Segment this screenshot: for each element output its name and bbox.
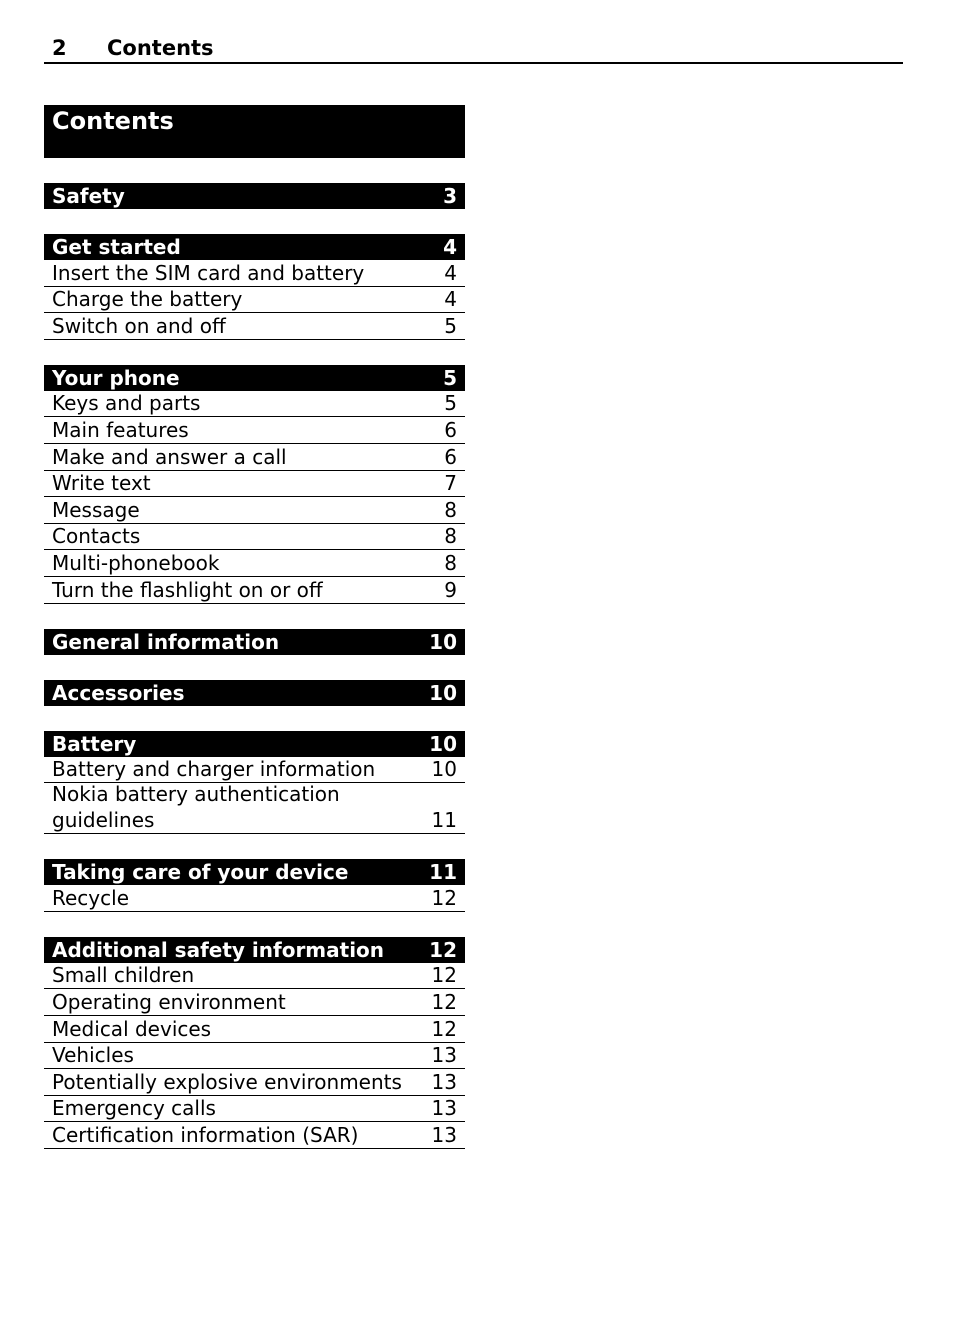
table-of-contents xyxy=(44,105,465,1149)
section-page-number: 10 xyxy=(429,731,457,756)
entry-page-number: 7 xyxy=(444,471,457,496)
entry-page-number: 12 xyxy=(431,885,457,910)
entry-label: Contacts xyxy=(52,524,141,549)
toc-entry-link[interactable] xyxy=(44,757,465,784)
entry-label: Vehicles xyxy=(52,1043,134,1068)
entry-label: Emergency calls xyxy=(52,1096,216,1121)
section-page-number: 10 xyxy=(429,680,457,705)
section-title: Accessories xyxy=(52,680,185,705)
toc-section xyxy=(44,234,465,340)
entry-label: Nokia battery authentication guidelines xyxy=(52,782,340,833)
section-page-number: 11 xyxy=(429,860,457,885)
entry-page-number: 8 xyxy=(444,524,457,549)
page-header xyxy=(44,34,903,64)
toc-entry-link[interactable] xyxy=(44,963,465,990)
toc-section xyxy=(44,937,465,1149)
entry-page-number: 8 xyxy=(444,550,457,575)
toc-entry-link[interactable] xyxy=(44,1069,465,1096)
entry-page-number: 12 xyxy=(431,963,457,988)
section-title: Additional safety information xyxy=(52,937,385,962)
entry-label: Switch on and off xyxy=(52,313,226,338)
toc-section xyxy=(44,859,465,912)
toc-entry-link[interactable] xyxy=(44,885,465,912)
toc-title: Contents xyxy=(44,105,465,158)
entry-page-number: 4 xyxy=(444,260,457,285)
entry-label: Recycle xyxy=(52,885,129,910)
entry-label: Battery and charger information xyxy=(52,757,376,782)
entry-page-number: 4 xyxy=(444,287,457,312)
page-number: 2 xyxy=(52,36,67,60)
entry-label: Medical devices xyxy=(52,1016,212,1041)
section-heading-link[interactable] xyxy=(44,365,465,391)
entry-label: Small children xyxy=(52,963,195,988)
section-title: Battery xyxy=(52,731,137,756)
toc-entry-link[interactable] xyxy=(44,989,465,1016)
section-page-number: 3 xyxy=(443,184,457,208)
entry-label: Turn the flashlight on or off xyxy=(52,577,323,602)
entry-page-number: 10 xyxy=(431,757,457,782)
section-page-number: 5 xyxy=(443,365,457,390)
entry-page-number: 12 xyxy=(431,989,457,1014)
section-title: Your phone xyxy=(52,365,180,390)
entry-label: Keys and parts xyxy=(52,391,201,416)
section-heading-link[interactable] xyxy=(44,937,465,963)
toc-section xyxy=(44,731,465,835)
toc-entry-link[interactable] xyxy=(44,1016,465,1043)
toc-entry-link[interactable] xyxy=(44,524,465,551)
toc-entry-link[interactable] xyxy=(44,471,465,498)
entry-label: Certification information (SAR) xyxy=(52,1122,359,1147)
entry-page-number: 5 xyxy=(444,313,457,338)
entry-label: Message xyxy=(52,497,140,522)
running-title: Contents xyxy=(107,36,214,60)
entry-page-number: 6 xyxy=(444,417,457,442)
toc-section xyxy=(44,680,465,706)
entry-label: Write text xyxy=(52,471,151,496)
toc-section xyxy=(44,183,465,209)
toc-entry-link[interactable] xyxy=(44,1096,465,1123)
entry-label: Multi-phonebook xyxy=(52,550,220,575)
entry-page-number: 13 xyxy=(431,1122,457,1147)
section-heading-link[interactable] xyxy=(44,629,465,655)
section-heading-link[interactable] xyxy=(44,731,465,757)
section-heading-link[interactable] xyxy=(44,859,465,885)
entry-page-number: 13 xyxy=(431,1043,457,1068)
entry-label: Make and answer a call xyxy=(52,444,287,469)
section-title: Safety xyxy=(52,184,125,208)
entry-label: Main features xyxy=(52,417,189,442)
toc-entry-link[interactable] xyxy=(44,497,465,524)
toc-entry-link[interactable] xyxy=(44,417,465,444)
entry-page-number: 5 xyxy=(444,391,457,416)
section-title: Get started xyxy=(52,235,181,259)
toc-entry-link[interactable] xyxy=(44,444,465,471)
toc-section xyxy=(44,629,465,655)
toc-section xyxy=(44,365,465,604)
toc-entry-link[interactable] xyxy=(44,550,465,577)
section-heading-link[interactable] xyxy=(44,234,465,260)
section-page-number: 12 xyxy=(429,937,457,962)
toc-entry-link[interactable] xyxy=(44,1122,465,1149)
entry-page-number: 11 xyxy=(431,808,457,833)
toc-entry-link[interactable] xyxy=(44,260,465,287)
section-page-number: 4 xyxy=(443,235,457,259)
section-heading-link[interactable] xyxy=(44,183,465,209)
toc-entry-link[interactable] xyxy=(44,313,465,340)
toc-entry-link[interactable] xyxy=(44,391,465,418)
entry-page-number: 9 xyxy=(444,577,457,602)
toc-entry-link[interactable] xyxy=(44,287,465,314)
toc-entry-link[interactable] xyxy=(44,783,465,834)
section-heading-link[interactable] xyxy=(44,680,465,706)
entry-label: Potentially explosive environments xyxy=(52,1069,402,1094)
entry-page-number: 8 xyxy=(444,497,457,522)
entry-page-number: 6 xyxy=(444,444,457,469)
toc-entry-link[interactable] xyxy=(44,1043,465,1070)
section-title: Taking care of your device xyxy=(52,860,349,885)
entry-label: Insert the SIM card and battery xyxy=(52,260,365,285)
section-title: General information xyxy=(52,629,280,654)
entry-page-number: 13 xyxy=(431,1096,457,1121)
section-page-number: 10 xyxy=(429,629,457,654)
entry-page-number: 13 xyxy=(431,1069,457,1094)
entry-label: Operating environment xyxy=(52,989,286,1014)
toc-entry-link[interactable] xyxy=(44,577,465,604)
entry-page-number: 12 xyxy=(431,1016,457,1041)
entry-label: Charge the battery xyxy=(52,287,243,312)
